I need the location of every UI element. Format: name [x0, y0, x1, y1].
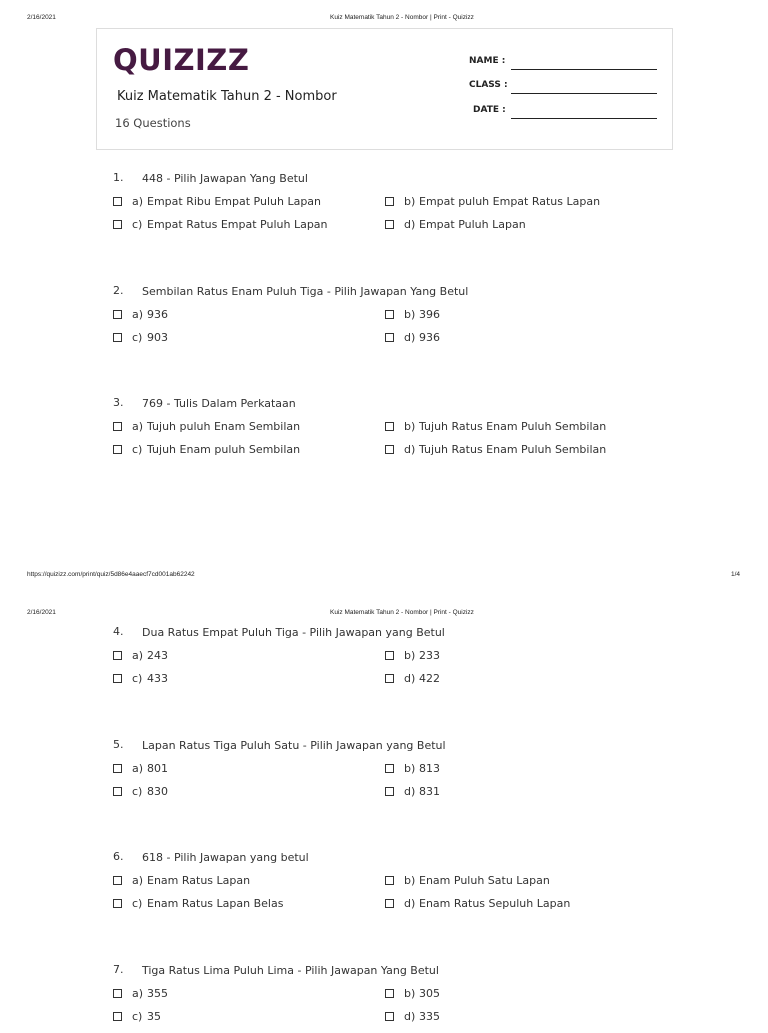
question-number: 4. — [113, 625, 124, 638]
checkbox-icon[interactable] — [385, 764, 394, 773]
option-text: Tujuh Ratus Enam Puluh Sembilan — [419, 443, 607, 456]
option-letter: c) — [132, 1010, 143, 1023]
option-letter: c) — [132, 672, 143, 685]
class-label: CLASS : — [469, 80, 508, 90]
checkbox-icon[interactable] — [113, 1012, 122, 1021]
option-letter: a) — [132, 649, 144, 662]
option-text: 903 — [147, 331, 168, 344]
class-field[interactable] — [467, 80, 657, 94]
option-text: 433 — [147, 672, 168, 685]
option-text: 335 — [419, 1010, 440, 1023]
option-text: 305 — [419, 987, 440, 1000]
option-letter: b) — [404, 874, 416, 887]
checkbox-icon[interactable] — [113, 445, 122, 454]
checkbox-icon[interactable] — [113, 787, 122, 796]
option-text: Tujuh Enam puluh Sembilan — [147, 443, 301, 456]
checkbox-icon[interactable] — [385, 310, 394, 319]
option-letter: a) — [132, 987, 144, 1000]
option-letter: b) — [404, 308, 416, 321]
option-text: Enam Ratus Sepuluh Lapan — [419, 897, 571, 910]
checkbox-icon[interactable] — [385, 651, 394, 660]
option-letter: a) — [132, 195, 144, 208]
option-letter: a) — [132, 420, 144, 433]
option-text: Empat Ribu Empat Puluh Lapan — [147, 195, 322, 208]
question-5 — [113, 738, 673, 808]
option-letter: c) — [132, 785, 143, 798]
option-letter: b) — [404, 649, 416, 662]
question-number: 1. — [113, 171, 124, 184]
question-number: 6. — [113, 850, 124, 863]
checkbox-icon[interactable] — [113, 899, 122, 908]
question-6 — [113, 850, 673, 920]
option-letter: c) — [132, 897, 143, 910]
print-title: Kuiz Matematik Tahun 2 - Nombor | Print - Quizizz — [330, 14, 474, 21]
option-text: 936 — [147, 308, 168, 321]
checkbox-icon[interactable] — [385, 989, 394, 998]
question-text: 448 - Pilih Jawapan Yang Betul — [142, 172, 308, 185]
option-text: Enam Ratus Lapan Belas — [147, 897, 284, 910]
checkbox-icon[interactable] — [385, 445, 394, 454]
option-letter: d) — [404, 672, 416, 685]
option-letter: a) — [132, 308, 144, 321]
question-2 — [113, 284, 673, 354]
checkbox-icon[interactable] — [113, 674, 122, 683]
checkbox-icon[interactable] — [113, 310, 122, 319]
checkbox-icon[interactable] — [113, 197, 122, 206]
option-letter: d) — [404, 897, 416, 910]
print-title-2: Kuiz Matematik Tahun 2 - Nombor | Print - Quizizz — [330, 609, 474, 616]
question-number: 3. — [113, 396, 124, 409]
question-text: Dua Ratus Empat Puluh Tiga - Pilih Jawapan yang Betul — [142, 626, 445, 639]
class-line — [511, 93, 657, 94]
page-number: 1/4 — [731, 571, 741, 578]
name-label: NAME : — [469, 56, 506, 66]
option-text: 801 — [147, 762, 168, 775]
option-letter: b) — [404, 762, 416, 775]
date-label: DATE : — [473, 105, 506, 115]
checkbox-icon[interactable] — [113, 989, 122, 998]
option-letter: a) — [132, 762, 144, 775]
option-text: Enam Puluh Satu Lapan — [419, 874, 550, 887]
question-number: 2. — [113, 284, 124, 297]
option-text: Enam Ratus Lapan — [147, 874, 251, 887]
checkbox-icon[interactable] — [385, 674, 394, 683]
name-line — [511, 69, 657, 70]
checkbox-icon[interactable] — [385, 876, 394, 885]
option-letter: a) — [132, 874, 144, 887]
option-letter: d) — [404, 218, 416, 231]
option-text: 355 — [147, 987, 168, 1000]
checkbox-icon[interactable] — [385, 220, 394, 229]
checkbox-icon[interactable] — [385, 422, 394, 431]
option-text: 830 — [147, 785, 168, 798]
print-url: https://quizizz.com/print/quiz/5d86e4aaecf7cd001ab62242 — [27, 571, 195, 578]
option-text: 422 — [419, 672, 440, 685]
option-text: 831 — [419, 785, 440, 798]
date-field[interactable] — [467, 105, 657, 119]
option-letter: d) — [404, 785, 416, 798]
option-letter: c) — [132, 218, 143, 231]
option-text: Tujuh puluh Enam Sembilan — [147, 420, 301, 433]
question-text: Lapan Ratus Tiga Puluh Satu - Pilih Jawapan yang Betul — [142, 739, 446, 752]
checkbox-icon[interactable] — [113, 422, 122, 431]
question-number: 5. — [113, 738, 124, 751]
option-text: 35 — [147, 1010, 161, 1023]
question-text: 769 - Tulis Dalam Perkataan — [142, 397, 296, 410]
option-text: Empat Puluh Lapan — [419, 218, 526, 231]
option-text: 813 — [419, 762, 440, 775]
print-date-2: 2/16/2021 — [27, 609, 56, 616]
option-text: Empat Ratus Empat Puluh Lapan — [147, 218, 328, 231]
option-text: 233 — [419, 649, 440, 662]
print-date: 2/16/2021 — [27, 14, 56, 21]
checkbox-icon[interactable] — [113, 220, 122, 229]
quizizz-logo: QUIZIZZ — [113, 43, 250, 77]
checkbox-icon[interactable] — [385, 899, 394, 908]
checkbox-icon[interactable] — [385, 333, 394, 342]
option-letter: d) — [404, 1010, 416, 1023]
option-text: 243 — [147, 649, 168, 662]
question-4 — [113, 625, 673, 695]
option-text: Empat puluh Empat Ratus Lapan — [419, 195, 601, 208]
question-text: 618 - Pilih Jawapan yang betul — [142, 851, 309, 864]
checkbox-icon[interactable] — [113, 876, 122, 885]
name-field[interactable] — [467, 56, 657, 70]
option-text: 936 — [419, 331, 440, 344]
checkbox-icon[interactable] — [113, 651, 122, 660]
question-text: Sembilan Ratus Enam Puluh Tiga - Pilih Jawapan Yang Betul — [142, 285, 469, 298]
question-1 — [113, 171, 673, 241]
option-letter: c) — [132, 331, 143, 344]
option-letter: d) — [404, 331, 416, 344]
question-7 — [113, 963, 673, 1033]
question-3 — [113, 396, 673, 466]
checkbox-icon[interactable] — [385, 197, 394, 206]
question-count: 16 Questions — [115, 116, 191, 130]
option-text: 396 — [419, 308, 440, 321]
option-letter: b) — [404, 195, 416, 208]
option-text: Tujuh Ratus Enam Puluh Sembilan — [419, 420, 607, 433]
checkbox-icon[interactable] — [385, 787, 394, 796]
question-number: 7. — [113, 963, 124, 976]
date-line — [511, 118, 657, 119]
quiz-title: Kuiz Matematik Tahun 2 - Nombor — [117, 89, 337, 104]
checkbox-icon[interactable] — [385, 1012, 394, 1021]
checkbox-icon[interactable] — [113, 333, 122, 342]
option-letter: c) — [132, 443, 143, 456]
option-letter: b) — [404, 420, 416, 433]
quiz-header — [96, 28, 673, 150]
option-letter: d) — [404, 443, 416, 456]
question-text: Tiga Ratus Lima Puluh Lima - Pilih Jawapan Yang Betul — [142, 964, 439, 977]
option-letter: b) — [404, 987, 416, 1000]
checkbox-icon[interactable] — [113, 764, 122, 773]
